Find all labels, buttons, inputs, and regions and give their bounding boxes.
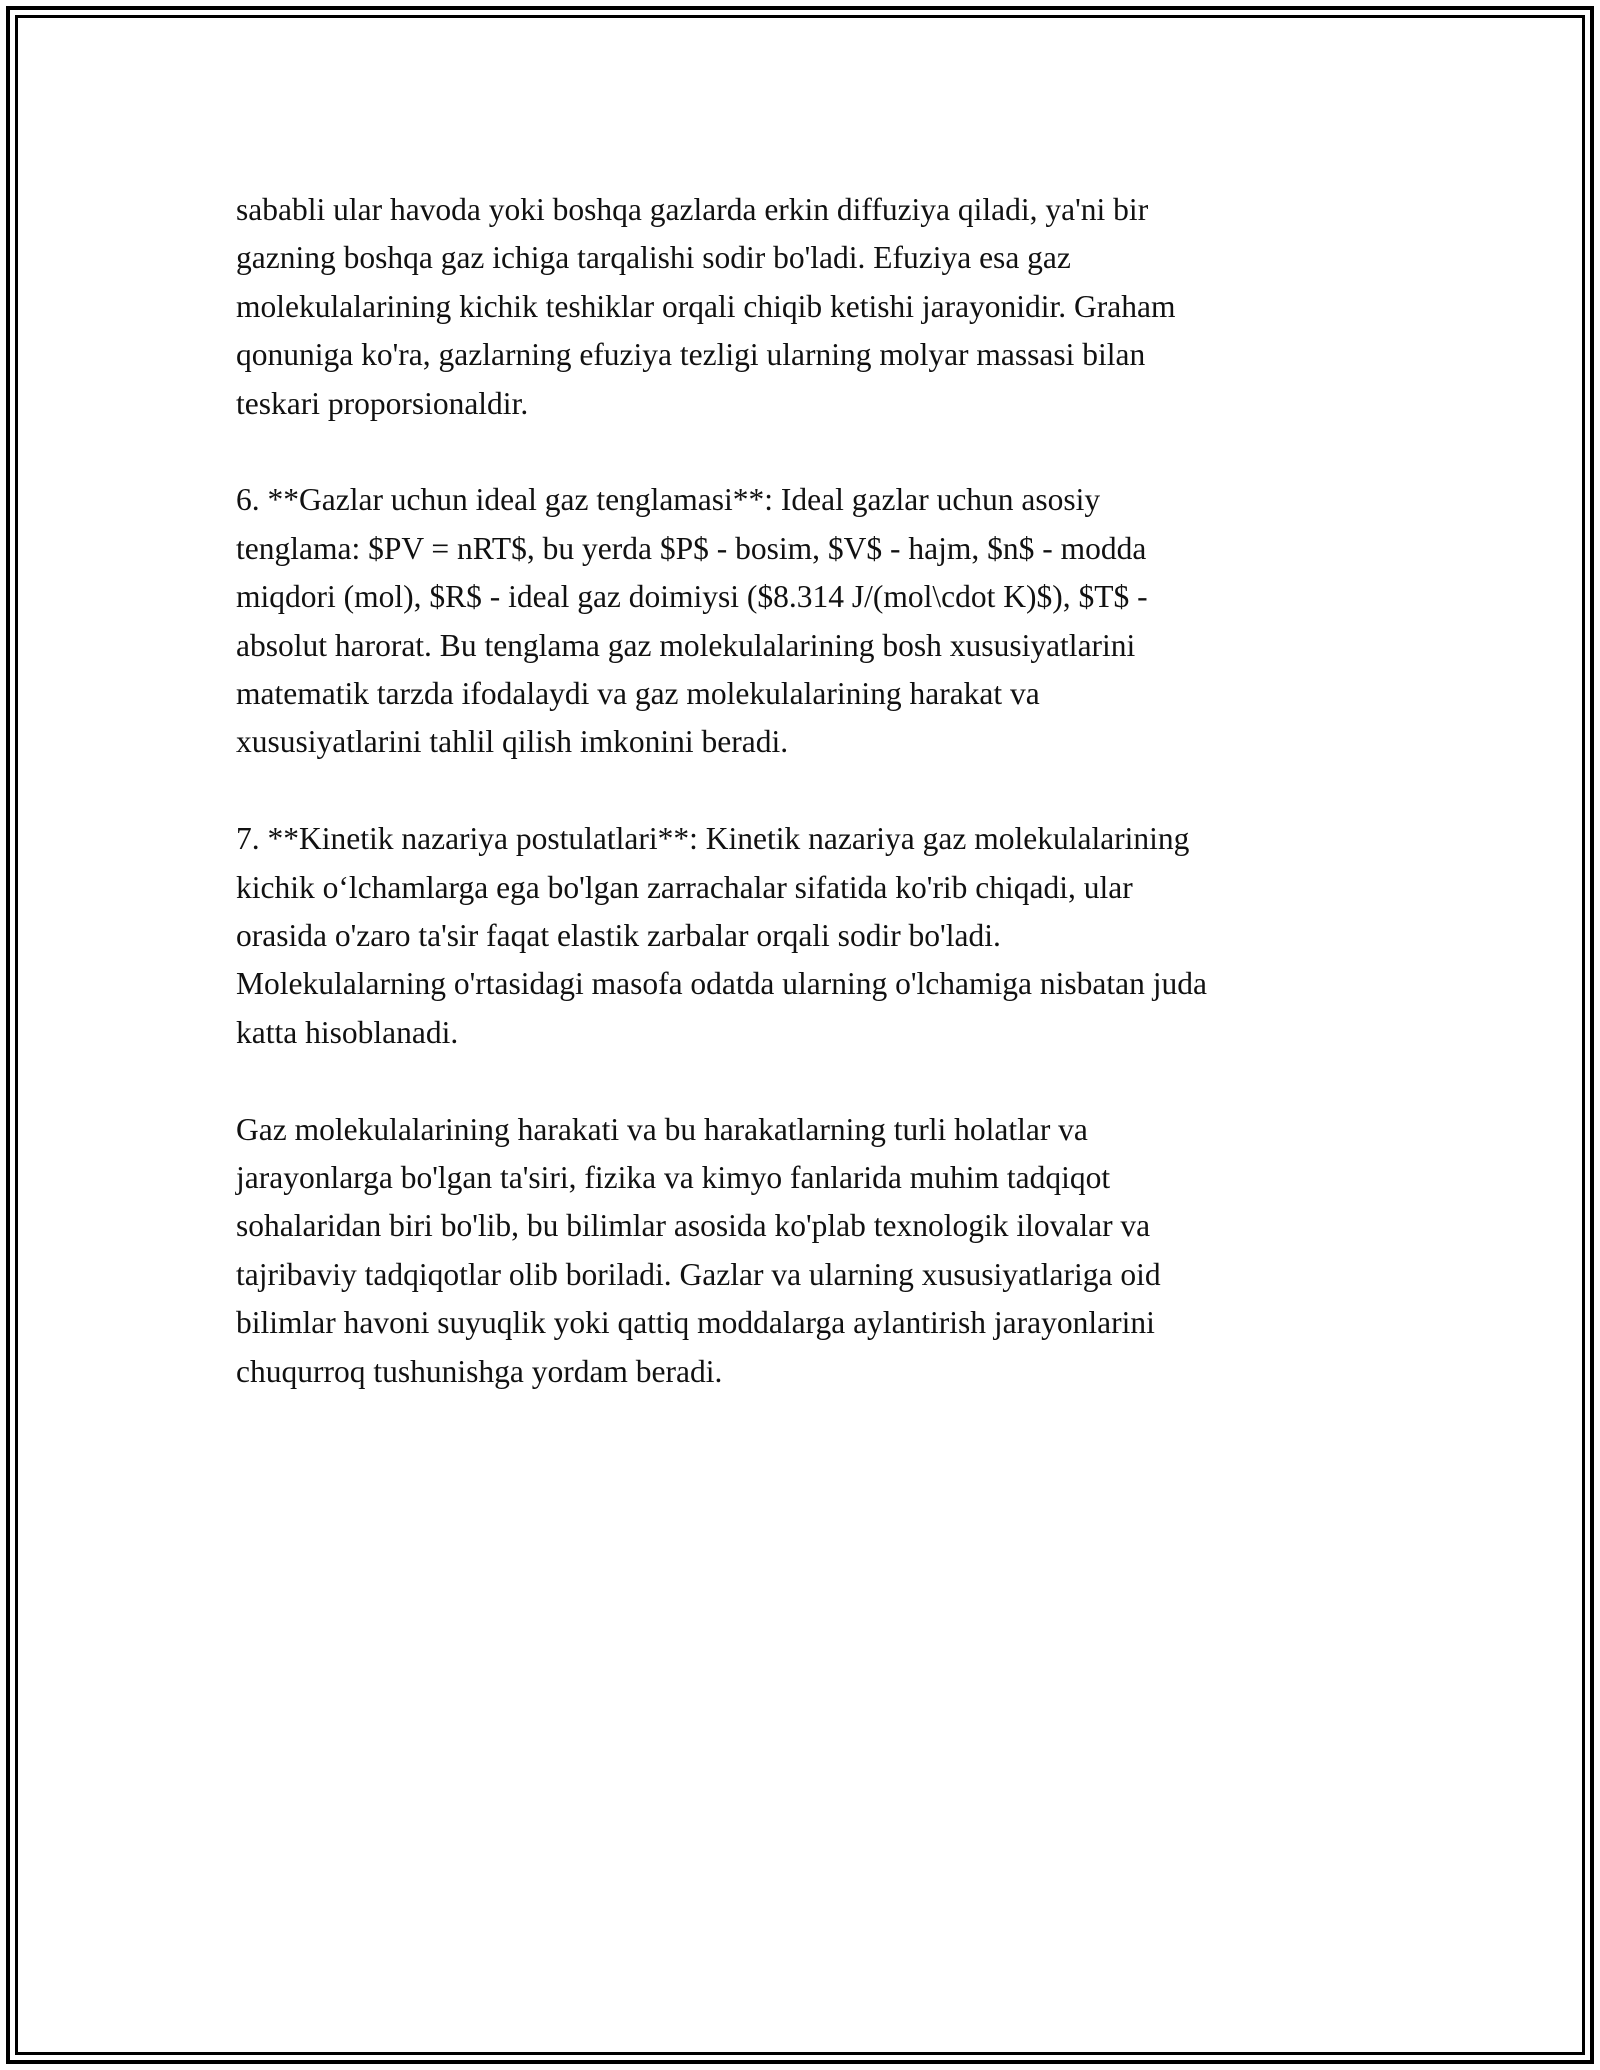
paragraph-ideal-gas-equation: 6. **Gazlar uchun ideal gaz tenglamasi**: Ideal gazlar uchun asosiy tenglama: $PV = nRT$, bu yerda $P$ - bosim, $V$ - hajm, $n$ - modda miqdori (mol), $R$ - ideal gaz doimiysi ($8.314 J/(mol\cdot K)$), $T$ - absolut harorat. Bu tenglama gaz molekulalarining bosh xususiyatlarini matematik tarzda ifodalaydi va gaz molekulalarining harakat va xususiyatlarini tahlil qilish imkonini beradi. (236, 482, 1148, 760)
paragraph-conclusion: Gaz molekulalarining harakati va bu harakatlarning turli holatlar va jarayonlarga bo'lgan ta'siri, fizika va kimyo fanlarida muhim tadqiqot sohalaridan biri bo'lib, bu bilimlar asosida ko'plab texnologik ilovalar va tajribaviy tadqiqotlar olib boriladi. Gazlar va ularning xususiyatlariga oid bilimlar havoni suyuqlik yoki qattiq moddalarga aylantirish jarayonlarini chuqurroq tushunishga yordam beradi. (236, 1111, 1161, 1389)
paragraph-kinetic-theory: 7. **Kinetik nazariya postulatlari**: Kinetik nazariya gaz molekulalarining kichik o‘lchamlarga ega bo'lgan zarrachalar sifatida ko'rib chiqadi, ular orasida o'zaro ta'sir faqat elastik zarbalar orqali sodir bo'ladi. Molekulalarning o'rtasidagi masofa odatda ularning o'lchamiga nisbatan juda katta hisoblanadi. (236, 821, 1207, 1050)
document-body (236, 186, 1386, 1396)
paragraph-diffusion-effusion: sababli ular havoda yoki boshqa gazlarda erkin diffuziya qiladi, ya'ni bir gazning boshqa gaz ichiga tarqalishi sodir bo'ladi. Efuziya esa gaz molekulalarining kichik teshiklar orqali chiqib ketishi jarayonidir. Graham qonuniga ko'ra, gazlarning efuziya tezligi ularning molyar massasi bilan teskari proporsionaldir. (236, 192, 1176, 421)
